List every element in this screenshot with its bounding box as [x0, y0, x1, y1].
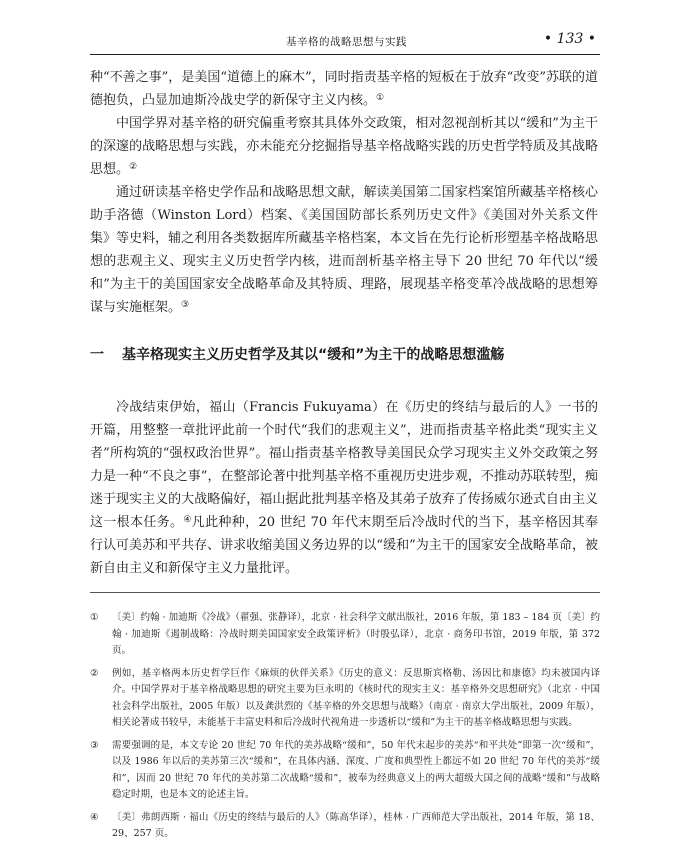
- footnote-4: [90, 810, 600, 843]
- running-head: [90, 28, 600, 55]
- section-heading: [90, 344, 600, 366]
- footnote-text: 需要强调的是，本文专论 20 世纪 70 年代的美苏战略“缓和”，50 年代末起步的美苏“和平共处”即第一次“缓和”，以及 1986 年以后的美苏第三次“缓和”，在具体内涵、深度、广度和典型性上都远不如 20 世纪 70 年代的美苏“缓和”，因而 20 世纪 70 年代的美苏第二次战略“缓和”，被奉为经典意义上的两大超级大国之间的战略“缓和”与战略稳定时期，也是本文的论述主旨。: [112, 739, 600, 800]
- footnotes: [90, 610, 600, 849]
- footnote-ref-4[interactable]: ④: [183, 515, 192, 525]
- intro-body: [90, 66, 598, 319]
- section-paragraph-part2: 凡此种种，20 世纪 70 年代末期至后冷战时代的当下，基辛格因其奉行认可美苏和平共存、讲求收缩美国义务边界的以“缓和”为主干的国家安全战略革命，被新自由主义和新保守主义力量批评。: [90, 515, 598, 576]
- paragraph-3: [90, 181, 598, 319]
- section-paragraph: [90, 396, 598, 580]
- paragraph-1: [90, 66, 598, 112]
- footnote-mark: ①: [90, 612, 99, 623]
- footnote-text: 〔美〕约翰 · 加迪斯《冷战》（翟强、张静译），北京 · 社会科学文献出版社，2016 年版，第 183 – 184 页〔美〕约翰 · 加迪斯《遏制战略：冷战时期美国国家安全政策评析》（时殷弘译），北京 · 商务印书馆，2019 年版，第 372 页。: [112, 612, 600, 656]
- footnote-text: 例如，基辛格两本历史哲学巨作《麻烦的伙伴关系》《历史的意义：反思斯宾格勒、汤因比和康德》均未被国内译介。中国学界对于基辛格战略思想的研究主要为巨永明的《核时代的现实主义：基辛格外交思想研究》（北京 · 中国社会科学出版社，2005 年版）以及龚洪烈的《基辛格的外交思想与战略》（南京 · 南京大学出版社，2009 年版），相关论著成书较早，未能基于丰富史料和后冷战时代视角进一步透析以“缓和”为主干的基辛格战略思想与实践。: [112, 667, 600, 728]
- paragraph-2-text: 中国学界对基辛格的研究偏重考察其具体外交政策，相对忽视剖析其以“缓和”为主干的深邃的战略思想与实践，亦未能充分挖掘指导基辛格战略实践的历史哲学特质及其战略思想。: [90, 116, 598, 177]
- section-number: 一: [90, 347, 104, 363]
- footnote-mark: ③: [90, 739, 99, 751]
- page-number: • 133 •: [543, 31, 596, 47]
- footnote-text: 〔美〕弗朗西斯 · 福山《历史的终结与最后的人》（陈高华译），桂林 · 广西师范大学出版社，2014 年版，第 18、29、257 页。: [112, 811, 600, 839]
- paragraph-1-text: 种“不善之事”，是美国“道德上的麻木”，同时指责基辛格的短板在于放弃“改变”苏联的道德抱负，凸显加迪斯冷战史学的新保守主义内核。: [90, 70, 598, 108]
- footnote-ref-3[interactable]: ③: [181, 300, 190, 310]
- footnote-ref-1[interactable]: ①: [376, 93, 385, 103]
- footnote-2: [90, 666, 600, 732]
- footnote-mark: ④: [90, 811, 99, 823]
- section-body: [90, 396, 598, 580]
- running-head-title: 基辛格的战略思想与实践: [286, 36, 407, 48]
- section-paragraph-part1: 冷战结束伊始，福山（Francis Fukuyama）在《历史的终结与最后的人》一书的开篇，用整整一章批评此前一个时代“我们的悲观主义”，进而指责基辛格此类“现实主义者”所构筑的“强权政治世界”。福山指责基辛格教导美国民众学习现实主义外交政策之努力是一种“不良之事”，在整部论著中批判基辛格不重视历史进步观，不推动苏联转型，痴迷于现实主义的大战略偏好，福山据此批判基辛格及其弟子放弃了传扬威尔逊式自由主义这一根本任务。: [90, 400, 598, 530]
- footnote-mark: ②: [90, 667, 99, 679]
- paragraph-2: [90, 112, 598, 181]
- section-title: 基辛格现实主义历史哲学及其以“缓和”为主干的战略思想滥觞: [122, 347, 505, 363]
- footnote-divider: [90, 592, 600, 593]
- footnote-3: [90, 738, 600, 804]
- footnote-ref-2[interactable]: ②: [129, 162, 138, 172]
- footnote-1: [90, 610, 600, 660]
- paragraph-3-text: 通过研读基辛格史学作品和战略思想文献，解读美国第二国家档案馆所藏基辛格核心助手洛德（Winston Lord）档案、《美国国防部长系列历史文件》《美国对外关系文件集》等史料，辅之利用各类数据库所藏基辛格档案，本文旨在先行论析形塑基辛格战略思想的悲观主义、现实主义历史哲学内核，进而剖析基辛格主导下 20 世纪 70 年代以“缓和”为主干的美国国家安全战略革命及其特质、理路，展现基辛格变革冷战战略的思想筹谋与实施框架。: [90, 185, 598, 315]
